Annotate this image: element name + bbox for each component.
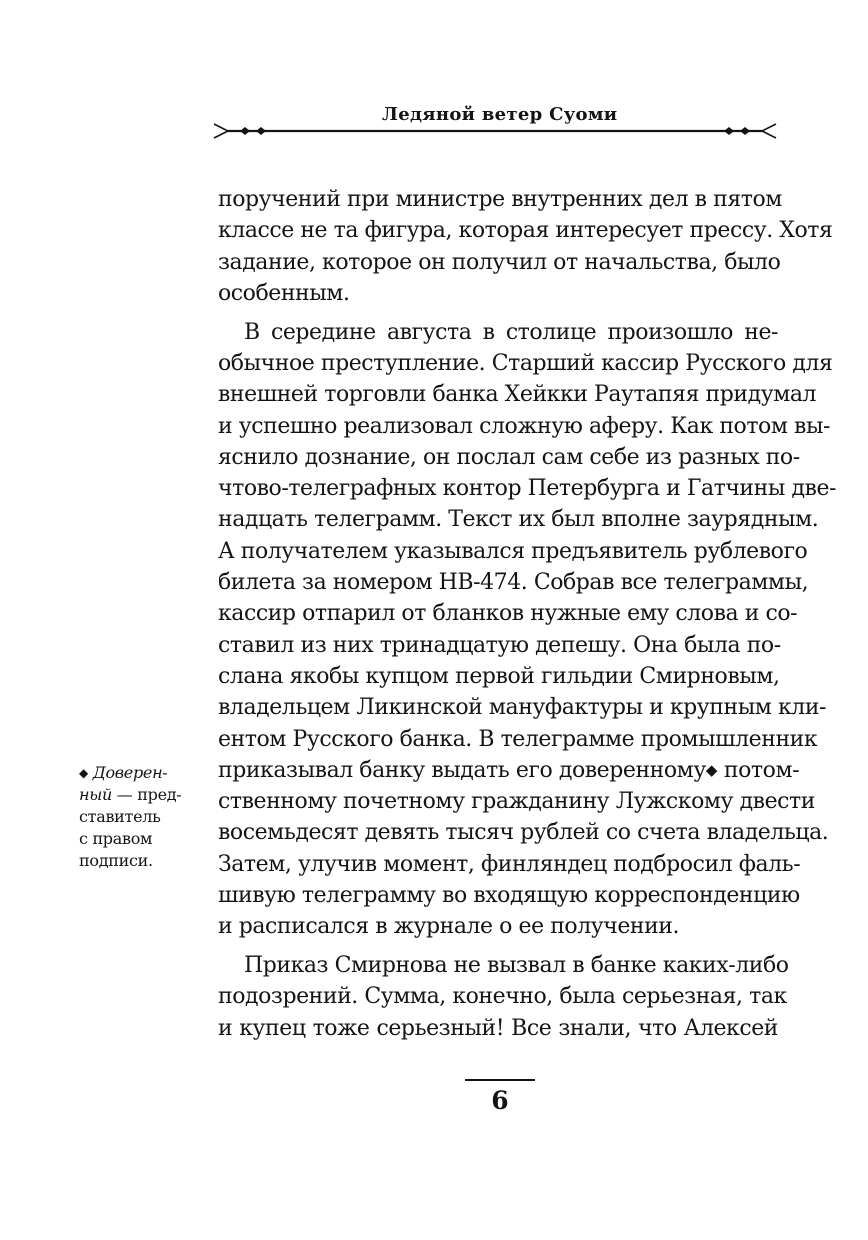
text-line: задание, которое он получил от начальства, было <box>218 249 781 275</box>
footnote-term: Доверен- <box>92 763 168 782</box>
side-footnote <box>79 762 219 872</box>
text-fragment: потом- <box>723 757 800 783</box>
text-line: и купец тоже серьезный! Все знали, что Алексей <box>218 1015 778 1041</box>
folio-rule <box>465 1079 535 1081</box>
running-title: Ледяной ветер Суоми <box>382 104 618 125</box>
footnote-reference-mark: ◆ <box>705 760 718 779</box>
text-line: ставил из них тринадцатую депешу. Она была по- <box>218 632 781 658</box>
text-line: слана якобы купцом первой гильдии Смирновым, <box>218 663 780 689</box>
text-line: классе не та фигура, которая интересует прессу. Хотя <box>218 218 833 244</box>
footnote-text: — пред- <box>111 785 182 804</box>
text-fragment: приказывал банку выдать его доверенному <box>218 757 706 783</box>
footnote-line: с правом <box>79 829 153 848</box>
footnote-line <box>79 762 219 784</box>
text-line: внешней торговли банка Хейкки Раутапяя придумал <box>218 382 817 408</box>
text-line: кассир отпарил от бланков нужные ему слова и со- <box>218 601 798 627</box>
text-line: Затем, улучив момент, финляндец подбросил фаль- <box>218 851 801 877</box>
footnote-line: подписи. <box>79 851 153 870</box>
body-text <box>218 184 837 1044</box>
footnote-term: ный <box>79 785 112 804</box>
text-line: и расписался в журнале о ее получении. <box>218 914 680 940</box>
text-line: шивую телеграмму во входящую корреспонденцию <box>218 883 800 909</box>
text-line: чтово-телеграфных контор Петербурга и Гатчины две- <box>218 476 837 502</box>
header-ornament-rule <box>212 118 778 144</box>
text-line: восемьдесят девять тысяч рублей со счета владельца. <box>218 820 829 846</box>
text-line-with-footnote-mark <box>218 755 800 786</box>
page-number: 6 <box>491 1086 509 1115</box>
text-line: Приказ Смирнова не вызвал в банке каких-либо <box>244 953 789 979</box>
text-line: ентом Русского банка. В телеграмме промышленник <box>218 726 818 752</box>
text-line: обычное преступление. Старший кассир Русского для <box>218 350 833 376</box>
text-line: надцать телеграмм. Текст их был вполне заурядным. <box>218 507 819 533</box>
text-line: билета за номером НВ-474. Собрав все телеграммы, <box>218 570 809 596</box>
text-line: подозрений. Сумма, конечно, была серьезная, так <box>218 984 787 1010</box>
text-line: А получателем указывался предъявитель рублевого <box>218 538 808 564</box>
text-line: особенным. <box>218 280 350 306</box>
footnote-line: ставитель <box>79 807 161 826</box>
text-line: владельцем Ликинской мануфактуры и крупным кли- <box>218 695 827 721</box>
footnote-marker: ◆ <box>79 766 88 780</box>
footnote-line <box>79 784 219 806</box>
text-line: и успешно реализовал сложную аферу. Как потом вы- <box>218 413 831 439</box>
text-line: яснило дознание, он послал сам себе из разных по- <box>218 444 800 470</box>
text-line: В середине августа в столице произошло не- <box>244 319 778 345</box>
text-line: ственному почетному гражданину Лужскому двести <box>218 789 815 815</box>
text-line: поручений при министре внутренних дел в пятом <box>218 187 782 212</box>
